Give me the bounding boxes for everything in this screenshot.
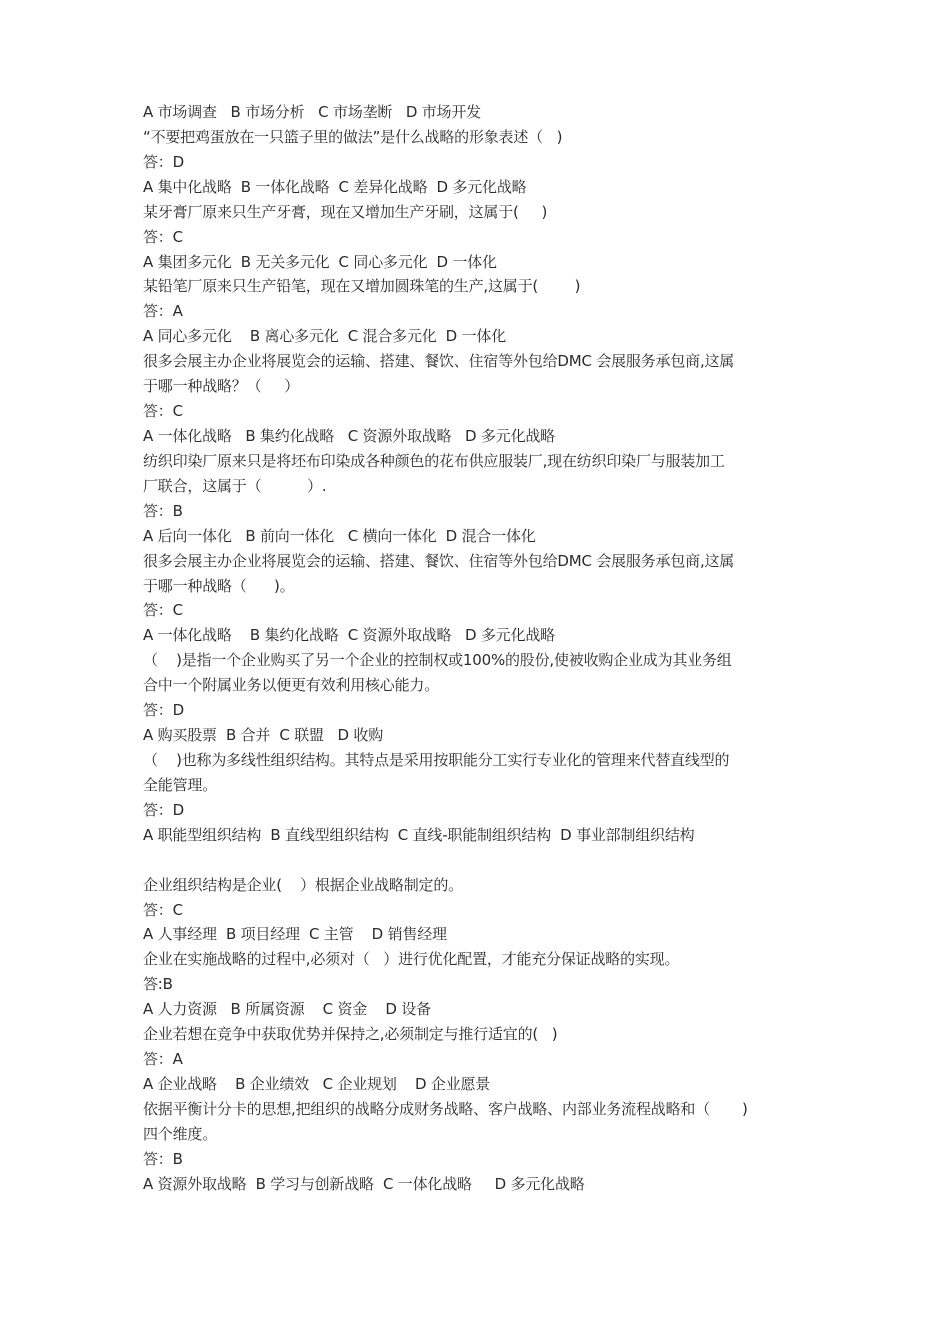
options-line: A 集团多元化 B 无关多元化 C 同心多元化 D 一体化 bbox=[143, 252, 497, 271]
answer-line: 答：D bbox=[143, 152, 184, 171]
answer-line: 答：A bbox=[143, 1050, 183, 1069]
options-line: A 一体化战略 B 集约化战略 C 资源外取战略 D 多元化战略 bbox=[143, 626, 555, 645]
blank-line bbox=[143, 848, 813, 873]
question-continuation-line: 于哪一种战略（ )。 bbox=[143, 576, 295, 595]
question-continuation-line: 于哪一种战略？（ ） bbox=[143, 377, 300, 396]
options-line: A 同心多元化 B 离心多元化 C 混合多元化 D 一体化 bbox=[143, 327, 506, 346]
options-line: A 人力资源 B 所属资源 C 资金 D 设备 bbox=[143, 1000, 431, 1019]
options-line: A 资源外取战略 B 学习与创新战略 C 一体化战略 D 多元化战略 bbox=[143, 1174, 585, 1193]
answer-line: 答：C bbox=[143, 227, 183, 246]
answer-line: 答：B bbox=[143, 501, 183, 520]
question-continuation-line: 合中一个附属业务以便更有效利用核心能力。 bbox=[143, 676, 440, 695]
answer-line: 答：C bbox=[143, 900, 183, 919]
question-line: 依据平衡计分卡的思想,把组织的战略分成财务战略、客户战略、内部业务流程战略和（ ) bbox=[143, 1099, 748, 1118]
question-continuation-line: 全能管理。 bbox=[143, 775, 218, 794]
question-line: 很多会展主办企业将展览会的运输、搭建、餐饮、住宿等外包给DMC 会展服务承包商,这属 bbox=[143, 352, 735, 371]
question-line: 很多会展主办企业将展览会的运输、搭建、餐饮、住宿等外包给DMC 会展服务承包商,这属 bbox=[143, 551, 735, 570]
options-line: A 职能型组织结构 B 直线型组织结构 C 直线-职能制组织结构 D 事业部制组织结构 bbox=[143, 825, 695, 844]
options-line: A 一体化战略 B 集约化战略 C 资源外取战略 D 多元化战略 bbox=[143, 426, 555, 445]
question-continuation-line: 厂联合，这属于（ ）. bbox=[143, 476, 327, 495]
question-line: 某牙膏厂原来只生产牙膏，现在又增加生产牙刷，这属于( ) bbox=[143, 202, 548, 221]
answer-line: 答：A bbox=[143, 302, 183, 321]
options-line: A 集中化战略 B 一体化战略 C 差异化战略 D 多元化战略 bbox=[143, 177, 527, 196]
answer-line: 答：B bbox=[143, 1149, 183, 1168]
options-line: A 后向一体化 B 前向一体化 C 横向一体化 D 混合一体化 bbox=[143, 526, 536, 545]
question-continuation-line: 四个维度。 bbox=[143, 1124, 218, 1143]
question-line: 企业组织结构是企业( ）根据企业战略制定的。 bbox=[143, 875, 463, 894]
options-line: A 人事经理 B 项目经理 C 主管 D 销售经理 bbox=[143, 925, 447, 944]
answer-line: 答：C bbox=[143, 402, 183, 421]
answer-line: 答：D bbox=[143, 701, 184, 720]
question-line: 企业若想在竞争中获取优势并保持之,必须制定与推行适宜的( ) bbox=[143, 1025, 558, 1044]
answer-line: 答：D bbox=[143, 800, 184, 819]
answer-line: 答:B bbox=[143, 975, 173, 994]
question-line: “不要把鸡蛋放在一只篮子里的做法”是什么战略的形象表述（ ) bbox=[143, 127, 563, 146]
options-line: A 购买股票 B 合并 C 联盟 D 收购 bbox=[143, 726, 384, 745]
question-line: 企业在实施战略的过程中,必须对（ ）进行优化配置，才能充分保证战略的实现。 bbox=[143, 950, 680, 969]
options-line: A 企业战略 B 企业绩效 C 企业规划 D 企业愿景 bbox=[143, 1074, 491, 1093]
question-line: 纺织印染厂原来只是将坯布印染成各种颜色的花布供应服装厂,现在纺织印染厂与服装加工 bbox=[143, 451, 725, 470]
question-line: （ )是指一个企业购买了另一个企业的控制权或100%的股份,使被收购企业成为其业务组 bbox=[143, 651, 732, 670]
question-line: （ )也称为多线性组织结构。其特点是采用按职能分工实行专业化的管理来代替直线型的 bbox=[143, 750, 730, 769]
options-line: A 市场调查 B 市场分析 C 市场垄断 D 市场开发 bbox=[143, 103, 481, 121]
question-line: 某铅笔厂原来只生产铅笔，现在又增加圆珠笔的生产,这属于( ) bbox=[143, 277, 581, 296]
quiz-content bbox=[143, 100, 813, 1197]
answer-line: 答：C bbox=[143, 601, 183, 620]
